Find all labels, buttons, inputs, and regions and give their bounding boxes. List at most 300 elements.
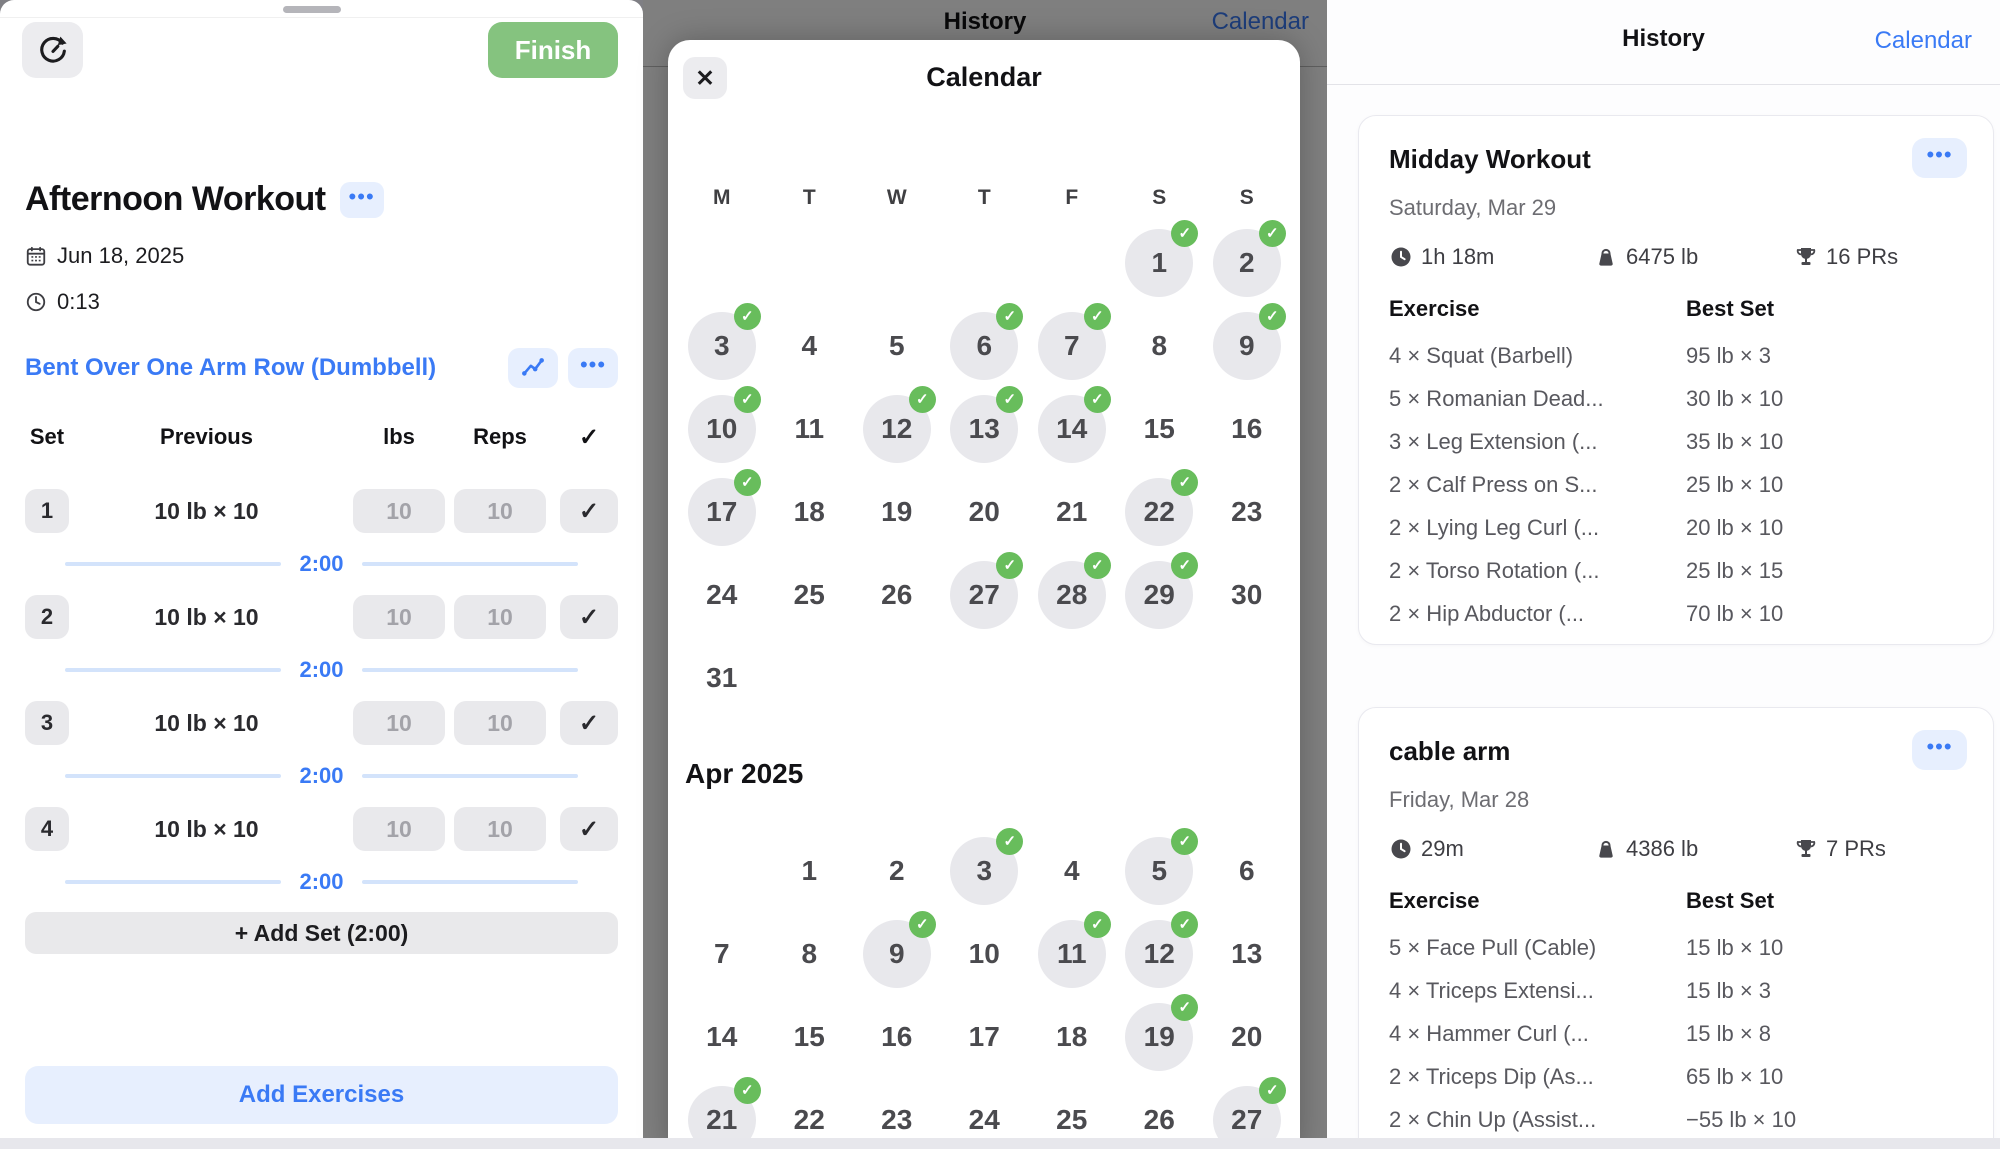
calendar-day[interactable]	[853, 553, 941, 636]
month-label: Apr 2025	[685, 758, 804, 789]
history-panel	[1327, 0, 2000, 1138]
workout-history-card[interactable]	[1358, 115, 1994, 645]
workout-complete-badge	[734, 386, 761, 413]
calendar-day[interactable]	[766, 553, 854, 636]
calendar-day[interactable]	[941, 912, 1029, 995]
sheet-drag-handle[interactable]	[283, 6, 341, 13]
prs-value: 16 PRs	[1826, 244, 1899, 269]
calendar-day[interactable]	[941, 829, 1029, 912]
calendar-day[interactable]	[766, 995, 854, 1078]
day	[775, 837, 843, 905]
dow-label: S	[1152, 186, 1167, 209]
calendar-day[interactable]	[678, 304, 766, 387]
day	[775, 478, 843, 546]
dow-label: T	[977, 186, 991, 209]
calendar-day[interactable]	[853, 995, 941, 1078]
day-number: 26	[881, 578, 913, 610]
day-number: 3	[976, 854, 993, 886]
calendar-day[interactable]	[1028, 304, 1116, 387]
workout-day	[1125, 557, 1193, 629]
check-icon: ✓	[1178, 916, 1192, 933]
check-icon: ✓	[1178, 557, 1192, 574]
history-page-title: History	[1622, 25, 1705, 52]
calendar-day[interactable]	[941, 387, 1029, 470]
set-number[interactable]: 4	[25, 807, 69, 851]
reps-input[interactable]	[454, 595, 546, 639]
calendar-day[interactable]	[941, 995, 1029, 1078]
volume-weight-icon	[1594, 837, 1618, 861]
lbs-input[interactable]	[353, 701, 445, 745]
exercise-name-link[interactable]: Bent Over One Arm Row (Dumbbell)	[25, 354, 437, 381]
workout-elapsed-time: 0:13	[57, 289, 100, 314]
duration-clock-icon	[1389, 837, 1413, 861]
day-number: 14	[1056, 412, 1088, 444]
calendar-day[interactable]	[1116, 304, 1204, 387]
workout-history-card[interactable]	[1358, 707, 1994, 1138]
complete-set-button[interactable]	[560, 489, 618, 533]
finish-workout-button[interactable]: Finish	[488, 22, 618, 78]
best-set-value: 70 lb × 10	[1686, 600, 1784, 626]
chart-icon	[520, 355, 546, 381]
day-number: 27	[1231, 1103, 1263, 1135]
day-number: 9	[1238, 329, 1255, 361]
day-number: 12	[881, 412, 913, 444]
rest-line	[362, 562, 578, 566]
reps-input[interactable]	[454, 807, 546, 851]
day-number: 2	[1238, 246, 1255, 278]
exercise-row	[1389, 377, 1963, 420]
best-set-column-header: Best Set	[1686, 296, 1775, 321]
rest-line	[65, 880, 281, 884]
dow-label: W	[886, 186, 907, 209]
exercise-row	[1389, 506, 1963, 549]
complete-set-button[interactable]	[560, 807, 618, 851]
workout-complete-badge	[996, 552, 1023, 579]
day-number: 10	[706, 412, 738, 444]
set-row	[25, 692, 618, 754]
calendar-day[interactable]	[1116, 221, 1204, 304]
workout-day	[950, 308, 1018, 380]
day-number: 22	[793, 1103, 825, 1135]
active-workout-sheet	[0, 0, 643, 1138]
workout-options-button[interactable]	[340, 182, 384, 218]
exercise-row	[1389, 334, 1963, 377]
month-grid	[678, 221, 1291, 719]
workout-card-date: Saturday, Mar 29	[1389, 195, 1557, 220]
day-number: 11	[1056, 937, 1087, 969]
exercise-row	[1389, 969, 1963, 1012]
reps-input[interactable]	[454, 701, 546, 745]
day-number: 17	[968, 1020, 1000, 1052]
dow-label: T	[802, 186, 816, 209]
workout-complete-badge	[1259, 1077, 1286, 1104]
exercise-row	[1389, 592, 1963, 635]
day-number: 6	[1238, 854, 1255, 886]
day	[1213, 837, 1281, 905]
day	[950, 920, 1018, 988]
open-calendar-link[interactable]: Calendar	[1869, 26, 1978, 56]
check-icon: ✓	[1003, 391, 1017, 408]
check-icon: ✓	[1265, 1082, 1279, 1099]
workout-day	[688, 308, 756, 380]
exercise-column-header: Exercise	[1389, 888, 1480, 913]
set-number[interactable]: 3	[25, 701, 69, 745]
calendar-day[interactable]	[1203, 553, 1291, 636]
day-number: 7	[1063, 329, 1080, 361]
set-row	[25, 586, 618, 648]
day-number: 18	[1056, 1020, 1088, 1052]
workout-day	[1038, 308, 1106, 380]
day	[775, 561, 843, 629]
check-icon: ✓	[740, 391, 754, 408]
day-number: 16	[1231, 412, 1263, 444]
day-number: 7	[713, 937, 730, 969]
calendar-day[interactable]	[853, 829, 941, 912]
lbs-input[interactable]	[353, 595, 445, 639]
day-number: 29	[1143, 578, 1175, 610]
workout-complete-badge	[1259, 303, 1286, 330]
day-number: 18	[793, 495, 825, 527]
exercise-row	[1389, 463, 1963, 506]
day	[1213, 920, 1281, 988]
day	[775, 312, 843, 380]
calendar-day[interactable]	[766, 387, 854, 470]
day-number: 5	[888, 329, 905, 361]
best-set-column-header: Best Set	[1686, 888, 1775, 913]
calendar-day[interactable]	[1028, 387, 1116, 470]
calendar-day[interactable]	[1028, 470, 1116, 553]
add-exercises-button[interactable]: Add Exercises	[25, 1066, 618, 1124]
day-number: 27	[968, 578, 1000, 610]
rest-timer-row[interactable]	[25, 648, 618, 692]
best-set-value: 25 lb × 15	[1686, 557, 1784, 583]
day-number: 24	[706, 578, 738, 610]
header-divider	[1327, 84, 2000, 85]
workout-card-date: Friday, Mar 28	[1389, 787, 1530, 812]
duration-value: 1h 18m	[1421, 244, 1495, 269]
volume-weight-icon	[1594, 245, 1618, 269]
set-column-header: Set	[29, 424, 65, 449]
day	[950, 1003, 1018, 1071]
check-column-header: ✓	[578, 423, 600, 451]
volume-value: 6475 lb	[1626, 244, 1699, 269]
workout-card-title: Midday Workout	[1389, 144, 1591, 174]
exercise-summary: 3 × Leg Extension (...	[1389, 428, 1598, 454]
day-number: 9	[888, 937, 905, 969]
workout-stats-row	[1389, 242, 1963, 272]
calendar-day[interactable]	[766, 470, 854, 553]
calendar-day[interactable]	[1203, 304, 1291, 387]
day-number: 4	[1063, 854, 1080, 886]
day-number: 17	[706, 495, 738, 527]
exercise-summary: 2 × Hip Abductor (...	[1389, 600, 1585, 626]
day	[688, 920, 756, 988]
workout-day	[1213, 225, 1281, 297]
check-icon: ✓	[740, 1082, 754, 1099]
calendar-day[interactable]	[1203, 995, 1291, 1078]
day	[775, 395, 843, 463]
rest-duration: 2:00	[299, 869, 344, 894]
workout-day	[1125, 225, 1193, 297]
exercise-summary: 2 × Chin Up (Assist...	[1389, 1106, 1597, 1132]
exercise-row	[1389, 1098, 1963, 1138]
calendar-day[interactable]	[853, 387, 941, 470]
calendar-day[interactable]	[766, 304, 854, 387]
calendar-day[interactable]	[941, 553, 1029, 636]
calendar-icon	[25, 245, 47, 267]
day	[950, 478, 1018, 546]
sets-table-header	[25, 420, 618, 454]
check-icon: ✓	[1003, 557, 1017, 574]
month-grid	[678, 829, 1291, 1149]
day-number: 25	[1056, 1103, 1088, 1135]
calendar-day[interactable]	[678, 387, 766, 470]
exercise-row	[1389, 420, 1963, 463]
rest-duration: 2:00	[299, 657, 344, 682]
check-icon: ✓	[1003, 308, 1017, 325]
exercise-summary: 2 × Lying Leg Curl (...	[1389, 514, 1600, 540]
best-set-value: 25 lb × 10	[1686, 471, 1784, 497]
rest-timer-button[interactable]	[22, 22, 83, 78]
day	[775, 1003, 843, 1071]
day-number: 13	[968, 412, 1000, 444]
card-options-button[interactable]	[1912, 138, 1967, 178]
best-set-value: 35 lb × 10	[1686, 428, 1784, 454]
day	[1038, 1003, 1106, 1071]
complete-set-button[interactable]	[560, 595, 618, 639]
lbs-input[interactable]	[353, 807, 445, 851]
check-icon: ✓	[578, 709, 600, 737]
day	[775, 920, 843, 988]
dow-label: M	[713, 186, 731, 209]
day	[688, 561, 756, 629]
rest-timer-row[interactable]	[25, 860, 618, 904]
check-icon: ✓	[1265, 225, 1279, 242]
day-number: 11	[794, 412, 825, 444]
day-number: 19	[881, 495, 913, 527]
calendar-modal	[668, 40, 1300, 1149]
calendar-day[interactable]	[1116, 470, 1204, 553]
day	[863, 837, 931, 905]
calendar-day[interactable]	[853, 470, 941, 553]
previous-value: 10 lb × 10	[154, 603, 259, 630]
calendar-day[interactable]	[1116, 387, 1204, 470]
calendar-day[interactable]	[1028, 995, 1116, 1078]
workout-date[interactable]: Jun 18, 2025	[57, 243, 185, 268]
exercise-row	[1389, 549, 1963, 592]
calendar-day[interactable]	[678, 553, 766, 636]
exercise-table	[1389, 294, 1963, 635]
check-icon: ✓	[1090, 557, 1104, 574]
calendar-day[interactable]	[1203, 912, 1291, 995]
calendar-day[interactable]	[1203, 387, 1291, 470]
day	[1213, 478, 1281, 546]
workout-day	[950, 557, 1018, 629]
calendar-day[interactable]	[1203, 221, 1291, 304]
exercise-options-button[interactable]	[568, 348, 618, 388]
rest-duration: 2:00	[299, 551, 344, 576]
calendar-day[interactable]	[1203, 470, 1291, 553]
workout-card-title: cable arm	[1389, 736, 1511, 766]
calendar-day[interactable]	[1116, 553, 1204, 636]
check-icon: ✓	[915, 391, 929, 408]
rest-line	[65, 562, 281, 566]
day	[1125, 312, 1193, 380]
exercise-summary: 2 × Torso Rotation (...	[1389, 557, 1600, 583]
workout-complete-badge	[1171, 828, 1198, 855]
workout-complete-badge	[1171, 469, 1198, 496]
calendar-day[interactable]	[1116, 912, 1204, 995]
day-number: 5	[1151, 854, 1168, 886]
complete-set-button[interactable]	[560, 701, 618, 745]
exercise-summary: 2 × Calf Press on S...	[1389, 471, 1598, 497]
day-number: 14	[706, 1020, 738, 1052]
rest-line	[362, 774, 578, 778]
set-number[interactable]: 2	[25, 595, 69, 639]
calendar-day[interactable]	[678, 470, 766, 553]
calendar-day[interactable]	[766, 829, 854, 912]
day-number: 21	[1056, 495, 1088, 527]
rest-timer-row[interactable]	[25, 542, 618, 586]
exercise-summary: 5 × Face Pull (Cable)	[1389, 934, 1597, 960]
ellipsis-icon: •••	[1926, 142, 1953, 167]
calendar-day[interactable]	[1028, 829, 1116, 912]
exercise-row	[1389, 1012, 1963, 1055]
day	[1213, 395, 1281, 463]
reps-column-header: Reps	[473, 424, 527, 449]
workout-day	[863, 391, 931, 463]
workout-day	[688, 391, 756, 463]
workout-complete-badge	[734, 469, 761, 496]
workout-complete-badge	[1084, 386, 1111, 413]
day-number: 24	[968, 1103, 1000, 1135]
previous-value: 10 lb × 10	[154, 709, 259, 736]
previous-value: 10 lb × 10	[154, 497, 259, 524]
workout-complete-badge	[734, 1077, 761, 1104]
lbs-input[interactable]	[353, 489, 445, 533]
workout-complete-badge	[1171, 552, 1198, 579]
day-number: 19	[1143, 1020, 1175, 1052]
calendar-day[interactable]	[853, 304, 941, 387]
rest-timer-row[interactable]	[25, 754, 618, 798]
trophy-icon	[1794, 837, 1818, 861]
workout-complete-badge	[909, 911, 936, 938]
day	[1038, 478, 1106, 546]
ellipsis-icon: •••	[1926, 734, 1953, 759]
workout-day	[1038, 391, 1106, 463]
workout-complete-badge	[909, 386, 936, 413]
workout-complete-badge	[1259, 220, 1286, 247]
calendar-day[interactable]	[766, 912, 854, 995]
calendar-day[interactable]	[941, 470, 1029, 553]
check-icon: ✓	[1178, 474, 1192, 491]
calendar-day[interactable]	[1116, 829, 1204, 912]
exercise-summary: 5 × Romanian Dead...	[1389, 385, 1604, 411]
check-icon: ✓	[1003, 833, 1017, 850]
check-icon: ✓	[740, 308, 754, 325]
check-icon: ✓	[1178, 225, 1192, 242]
calendar-day[interactable]	[1116, 995, 1204, 1078]
reps-input[interactable]	[454, 489, 546, 533]
workout-complete-badge	[1171, 220, 1198, 247]
workout-day	[688, 474, 756, 546]
day-number: 21	[706, 1103, 738, 1135]
day-number: 23	[1231, 495, 1263, 527]
workout-day	[1125, 474, 1193, 546]
day-number: 3	[713, 329, 730, 361]
check-icon: ✓	[1090, 916, 1104, 933]
calendar-day[interactable]	[1028, 553, 1116, 636]
exercise-summary: 2 × Triceps Dip (As...	[1389, 1063, 1594, 1089]
trophy-icon	[1794, 245, 1818, 269]
duration-clock-icon	[1389, 245, 1413, 269]
day-number: 12	[1143, 937, 1175, 969]
check-icon: ✓	[740, 474, 754, 491]
clock-icon	[25, 291, 47, 313]
exercise-summary: 4 × Triceps Extensi...	[1389, 977, 1594, 1003]
card-options-button[interactable]	[1912, 730, 1967, 770]
add-set-button[interactable]: + Add Set (2:00)	[25, 912, 618, 954]
calendar-day[interactable]	[678, 636, 766, 719]
day-number: 16	[881, 1020, 913, 1052]
best-set-value: 20 lb × 10	[1686, 514, 1784, 540]
exercise-table-header	[1389, 886, 1963, 916]
exercise-row	[1389, 1055, 1963, 1098]
day-number: 15	[793, 1020, 825, 1052]
workout-day	[950, 833, 1018, 905]
best-set-value: −55 lb × 10	[1686, 1106, 1797, 1132]
day	[863, 312, 931, 380]
day	[863, 478, 931, 546]
workout-complete-badge	[734, 303, 761, 330]
set-row	[25, 480, 618, 542]
dow-label: F	[1065, 186, 1079, 209]
exercise-chart-button[interactable]	[508, 348, 558, 388]
duration-value: 29m	[1421, 836, 1464, 861]
calendar-modal-title: Calendar	[926, 62, 1042, 92]
day-number: 1	[1151, 246, 1168, 278]
day-number: 8	[801, 937, 818, 969]
check-icon: ✓	[578, 815, 600, 843]
day	[688, 1003, 756, 1071]
ellipsis-icon: •••	[579, 352, 607, 377]
close-icon: ✕	[695, 64, 715, 91]
calendar-day[interactable]	[1028, 912, 1116, 995]
calendar-day[interactable]	[1203, 829, 1291, 912]
calendar-day[interactable]	[941, 304, 1029, 387]
workout-day	[1125, 833, 1193, 905]
day-number: 2	[888, 854, 905, 886]
day-number: 22	[1143, 495, 1175, 527]
best-set-value: 15 lb × 3	[1686, 977, 1772, 1003]
volume-value: 4386 lb	[1626, 836, 1699, 861]
rest-line	[65, 668, 281, 672]
prs-value: 7 PRs	[1826, 836, 1886, 861]
calendar-day[interactable]	[678, 912, 766, 995]
day-number: 4	[801, 329, 818, 361]
rest-line	[362, 668, 578, 672]
calendar-day[interactable]	[853, 912, 941, 995]
set-number[interactable]: 1	[25, 489, 69, 533]
calendar-day[interactable]	[678, 995, 766, 1078]
day-of-week-header	[678, 180, 1291, 216]
day-number: 26	[1143, 1103, 1175, 1135]
workout-day	[1038, 557, 1106, 629]
day	[1213, 1003, 1281, 1071]
workout-stats-row	[1389, 834, 1963, 864]
workout-complete-badge	[996, 303, 1023, 330]
check-icon: ✓	[1178, 833, 1192, 850]
